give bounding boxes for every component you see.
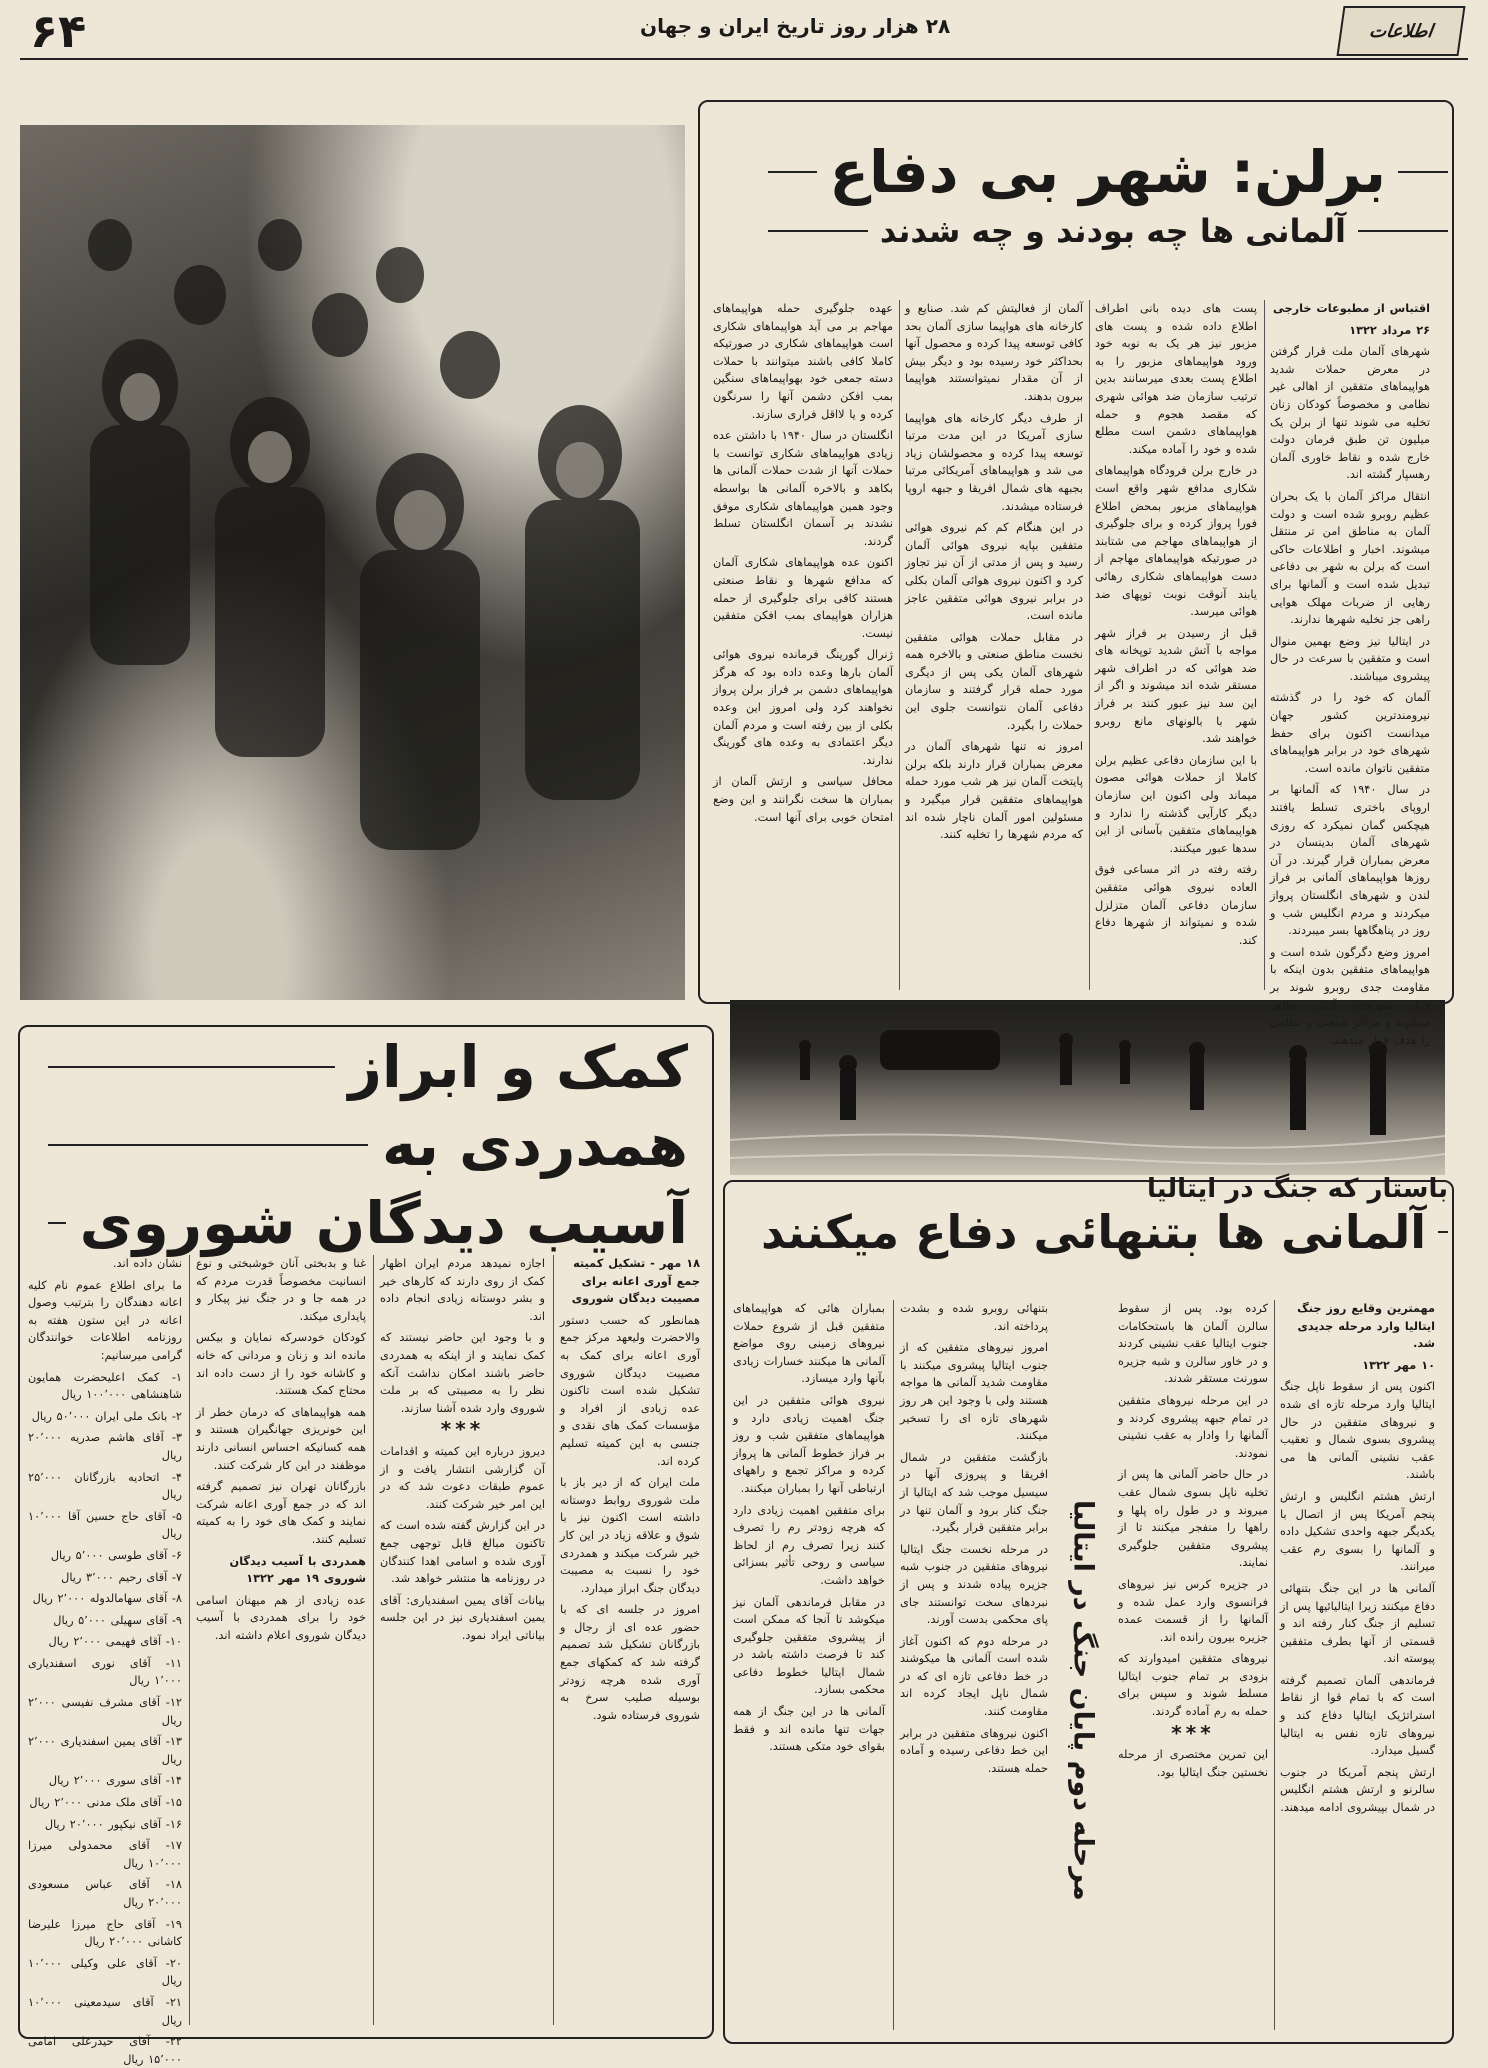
paragraph: کودکان خودسرکه نمایان و بیکس مانده اند و زنان و مردانی که خانه و کاشانه خود را از دست داده اند محتاج کمک هستند. [196, 1331, 366, 1398]
column-rule [1089, 300, 1090, 990]
berlin-column-2 [1095, 300, 1257, 990]
running-head: ۲۸ هزار روز تاریخ ایران و جهان [640, 14, 951, 38]
column-rule [189, 1255, 190, 2025]
column-rule [553, 1255, 554, 2025]
headline-rule [48, 1144, 368, 1146]
paragraph: نیروی هوائی متفقین در این جنگ اهمیت زیادی دارد و هواپیماهای متفقین شب و روز بر فراز خطوط آلمانی ها پرواز کرده و مراکز تجمع و راههای ارتباطی آنها را بمباران میکنند. [733, 1393, 885, 1495]
paragraph: همانطور که حسب دستور والاحضرت ولیعهد مرکز جمع آوری اعانه برای کمک به مصیبت دیدگان شوروی تشکیل شده است تاکنون عده زیادی از افراد و مؤسسات کمک های نقدی و جنسی به این کمیته تسلیم کرده اند. [560, 1313, 700, 1468]
donor-entry: ۲۰- آقای علی وکیلی ۱۰٬۰۰۰ ریال [28, 1956, 182, 1988]
paragraph: ارتش هشتم انگلیس و ارتش پنجم آمریکا پس از اتصال با یکدیگر جبهه واحدی تشکیل داده و آلمانها را بسوی رم عقب میرانند. [1280, 1489, 1435, 1574]
paragraph: عهده جلوگیری حمله هواپیماهای مهاجم بر می آید هواپیماهای شکاری است هواپیماهای شکاری در صورتیکه کاملا کافی باشند میتوانند با حملات دسته جمعی خود بهواپیماهای سنگین بمب افکن دشمن آنها را سرنگون کرده و یا لااقل فراری سازند. [713, 302, 893, 421]
paragraph: رفته رفته در اثر مساعی فوق العاده نیروی هوائی متفقین سازمان دفاعی آلمان متزلزل شده و نمیتواند از شهرها دفاع کند. [1095, 863, 1257, 947]
aid-lead: ۱۸ مهر - تشکیل کمیته جمع آوری اعانه برای مصیبت دیدگان شوروی [571, 1257, 700, 1306]
paragraph: دیروز درباره این کمیته و اقدامات آن گزارشی انتشار یافت و از عموم طبقات دعوت شد که در این امر خیر شرکت کنند. [380, 1444, 545, 1511]
aid-column-4-donor-list [28, 1255, 182, 2066]
donor-entry: ۱۲- آقای مشرف نفیسی ۲٬۰۰۰ ریال [28, 1696, 182, 1727]
italy-stars: *** [1171, 1720, 1215, 1745]
donor-entry: ۱۷- آقای محمدولی میرزا ۱۰٬۰۰۰ ریال [28, 1839, 182, 1870]
headline-rule [48, 1222, 66, 1224]
paragraph: ملت ایران که از دیر باز با ملت شوروی روابط دوستانه داشته است اکنون نیز با شوق و علاقه زیاد در این کار خیر شرکت میکند و همدردی خود را نسبت به مصیبت دیدگان جنگ ابراز میدارد. [560, 1476, 700, 1595]
paragraph: و با وجود این حاضر نیستند که کمک نمایند و از اینکه به همدردی حاضر باشند امکان نداشت آنکه نظر را به مصیبتی که بر ملت شوروی وارد شده آشنا سازند. [380, 1331, 545, 1415]
donor-entry: ۶- آقای طوسی ۵٬۰۰۰ ریال [50, 1548, 182, 1562]
donor-entry: ۱۹- آقای حاج میرزا علیرضا کاشانی ۲۰٬۰۰۰ ریال [28, 1917, 182, 1949]
column-rule [899, 300, 900, 990]
paragraph: در مقابل فرماندهی آلمان نیز میکوشد تا آنجا که ممکن است از پیشروی متفقین جلوگیری کند تا فرصت داشته باشد در شمال ایتالیا خطوط دفاعی محکمی بسازد. [733, 1595, 885, 1697]
italy-column-2 [1118, 1300, 1268, 2030]
paragraph: انگلستان در سال ۱۹۴۰ با داشتن عده زیادی هواپیماهای شکاری توانست با حملات آنها از شدت حملات آلمانی ها بکاهد و بالاخره آلمانی ها بواسطه وجود همین هواپیماهای شکاری موفق نشدند بر آسمان انگلستان تسلط گردند. [713, 429, 893, 548]
paragraph: این تمرین مختصری از مرحله نخستین جنگ ایتالیا بود. [1118, 1748, 1268, 1779]
aid-headline-line [48, 1108, 688, 1182]
logo-text: اطلاعات [1367, 20, 1435, 42]
berlin-date: ۲۶ مرداد ۱۳۲۲ [1349, 323, 1430, 337]
donor-entry: ۱۶- آقای نیکپور ۲۰٬۰۰۰ ریال [44, 1817, 182, 1831]
column-rule [1264, 300, 1265, 990]
donor-entry: ۱۳- آقای یمین اسفندیاری ۲٬۰۰۰ ریال [28, 1735, 182, 1766]
paragraph: در جزیره کرس نیز نیروهای فرانسوی وارد عمل شده و آلمانها را از قسمت عمده جزیره بیرون رانده اند. [1118, 1577, 1268, 1644]
donor-entry: ۵- آقای حاج حسین آقا ۱۰٬۰۰۰ ریال [28, 1509, 182, 1541]
paragraph: پست های دیده بانی اطراف اطلاع داده شده و پست های مزبور نیز هر یک به نوبه خود ورود هواپیماهای مزبور را به اطلاع پست بعدی میرسانند بدین ترتیب سازمان ضد هوائی شهری که مقصد هجوم و حمله هواپیماهای دشمن است مطلع شده و خود را آماده میکند. [1095, 302, 1257, 456]
subheadline-rule [768, 230, 868, 232]
berlin-subtitle: آلمانی ها چه بودند و چه شدند [879, 212, 1346, 250]
newspaper-logo [1336, 6, 1465, 56]
donor-entry: ۱۵- آقای ملک مدنی ۲٬۰۰۰ ریال [29, 1796, 182, 1810]
aid-headline [48, 1030, 688, 1264]
paragraph: فرماندهی آلمان تصمیم گرفته است که با تمام قوا از نقاط استراتژیک ایتالیا دفاع کند و نیروهای تازه نفس به ایتالیا گسیل میدارد. [1280, 1673, 1435, 1758]
donor-entry: ۲۲- آقای حیدرعلی امامی ۱۵٬۰۰۰ ریال [28, 2035, 182, 2066]
paragraph: آلمانی ها در این جنگ از همه جهات تنها مانده اند و فقط بقوای خود متکی هستند. [733, 1705, 885, 1754]
donor-entry: ۱۰- آقای فهیمی ۲٬۰۰۰ ریال [48, 1635, 182, 1649]
column-rule [1274, 1300, 1275, 2030]
paragraph: نشان داده اند. [112, 1257, 182, 1270]
aid-subheading: همدردی با آسیب دیدگان شوروی ۱۹ مهر ۱۳۲۲ [229, 1554, 366, 1586]
paragraph: در این هنگام کم کم نیروی هوائی متفقین بپایه نیروی هوائی آلمان رسید و پس از مدتی از آن نیز تجاوز کرد و اکنون نیروی هوائی آلمان بکلی در برابر نیروی هوائی متفقین عاجز مانده است. [905, 521, 1083, 623]
berlin-column-4 [713, 300, 893, 990]
paragraph: امروز وضع دگرگون شده است و هواپیماهای متفقین بدون اینکه با مقاومت جدی روبرو شوند بر فراز شهرهای آلمان ظاهر میشوند و مراکز صنعتی و نظامی را هدف قرار میدهند. [1270, 945, 1430, 1047]
paragraph: کرده بود. پس از سقوط سالرن آلمان ها باستحکامات جنوب ایتالیا عقب نشینی کردند و در خاور سالرن و شبه جزیره سورنت مستقر شدند. [1118, 1302, 1268, 1386]
soldiers-silhouettes [20, 125, 685, 1000]
paragraph: عده زیادی از هم میهنان اسامی خود را برای همدردی با آسیب دیدگان شوروی اعلام داشته اند. [196, 1593, 366, 1642]
donor-entry: ۷- آقای رحیم ۳٬۰۰۰ ریال [61, 1570, 182, 1584]
paragraph: بازرگانان تهران نیز تصمیم گرفته اند که در جمع آوری اعانه شرکت نمایند و کمک های خود را به کمیته تسلیم کنند. [196, 1480, 366, 1546]
donor-entry: ۱۱- آقای نوری اسفندیاری ۱٬۰۰۰ ریال [28, 1656, 182, 1688]
header-rule [20, 58, 1468, 60]
subheadline-rule [1358, 230, 1448, 232]
paragraph: نیروهای متفقین امیدوارند که بزودی بر تمام جنوب ایتالیا مسلط شوند و سپس برای حمله به رم آماده گردند. [1118, 1652, 1268, 1719]
aid-title-line-1: کمک و ابراز [348, 1033, 688, 1101]
italy-headline [758, 1205, 1448, 1259]
paragraph: در این مرحله نیروهای متفقین در تمام جبهه پیشروی کردند و آلمانها را وادار به عقب نشینی نمودند. [1118, 1393, 1268, 1460]
paragraph: آلمان از فعالیتش کم شد. صنایع و کارخانه های هواپیما سازی آلمان بحد کافی توسعه پیدا کرده و محصول آنها بحداکثر خود رسیده بود و دیگر بیش از آن مقدار نمیتوانستند هواپیما بیرون بدهند. [905, 302, 1083, 403]
page-number: ۶۴ [30, 4, 87, 58]
donor-entry: ۲۱- آقای سیدمعینی ۱۰٬۰۰۰ ریال [28, 1995, 182, 2027]
vertical-heading-text: مرحله دوم پایان جنگ در ایتالیا [1067, 1499, 1099, 1901]
paragraph: در خارج برلن فرودگاه هواپیماهای شکاری مدافع شهر واقع است هواپیماهای مزبور بمحض اطلاع فورا پرواز کرده و برای جلوگیری از هواپیماهای مهاجم می شتابند در صورتیکه هواپیماهای مهاجم از دست هواپیماهای شکاری رهائی یابند آنوقت نوبت توپهای ضد هوائی میرسد. [1095, 464, 1257, 619]
paragraph: انتقال مراکز آلمان با یک بحران عظیم روبرو شده است و دولت آلمان به مناطق امن تر منتقل میشوند. اخبار و اطلاعات حاکی است که برلن به شهر بی دفاعی تبدیل شده است و آلمانها برای رهایی از ضربات مهلک هوایی راهی جز تخلیه شهرها ندارند. [1270, 489, 1430, 627]
paragraph: با این سازمان دفاعی عظیم برلن کاملا از حملات هوائی مصون میماند ولی اکنون این سازمان دیگر کارآیی گذشته را ندارد و هواپیماهای متفقین بآسانی از این سدها عبور میکنند. [1095, 753, 1257, 855]
paragraph: اکنون نیروهای متفقین در برابر این خط دفاعی رسیده و آماده حمله هستند. [900, 1726, 1048, 1775]
paragraph: در حال حاضر آلمانی ها پس از تخلیه ناپل بسوی شمال عقب میروند و در طول راه پلها و راهها را منفجر میکنند تا از پیشروی متفقین جلوگیری نمایند. [1118, 1468, 1268, 1570]
paragraph: آلمان که خود را در گذشته نیرومندترین کشور جهان میدانست اکنون برای حفظ شهرهای خود در برابر هواپیماهای متفقین ناتوان مانده است. [1270, 691, 1430, 775]
aid-column-3 [196, 1255, 366, 2025]
italy-title: آلمانی ها بتنهائی دفاع میکنند [760, 1205, 1426, 1259]
paragraph: آلمانی ها در این جنگ بتنهائی دفاع میکنند زیرا ایتالیائیها پس از تسلیم از جنگ کنار رفته اند و قسمتی از آنها بطرف متفقین پیوسته اند. [1280, 1581, 1435, 1666]
donor-entry: ۱۸- آقای عباس مسعودی ۲۰٬۰۰۰ ریال [28, 1878, 182, 1909]
marching-soldiers-photo [20, 125, 685, 1000]
paragraph: امروز نیروهای متفقین که از جنوب ایتالیا پیشروی میکنند با مقاومت شدید آلمانی ها مواجه هستند ولی با وجود این هر روز شهرهای تازه ای را تسخیر میکنند. [900, 1341, 1048, 1443]
paragraph: در مرحله نخست جنگ ایتالیا نیروهای متفقین در جنوب شبه جزیره پیاده شدند و پس از نبردهای سخت توانستند جای پای محکمی بدست آورند. [900, 1542, 1048, 1627]
italy-kicker: باستار که جنگ در ایتالیا [1146, 1174, 1448, 1204]
headline-rule [1398, 171, 1448, 173]
paragraph: اجازه نمیدهد مردم ایران اظهار کمک از روی دارند که کارهای خیر و بشر دوستانه زیادی انجام داده اند. [380, 1257, 545, 1323]
italy-column-1 [1280, 1300, 1435, 2030]
italy-column-3 [900, 1300, 1048, 2030]
aid-column-1 [560, 1255, 700, 2025]
italy-vertical-heading [1055, 1440, 1111, 1960]
paragraph: بتنهائی روبرو شده و بشدت پرداخته اند. [900, 1302, 1048, 1333]
paragraph: از طرف دیگر کارخانه های هواپیما سازی آمریکا در این مدت مرتبا توسعه پیدا کرده و محصولشان زیاد می شد و هواپیماهای آمریکائی مرتبا بجبهه های شمال افریقا و جبهه اروپا فرستاده میشدند. [905, 411, 1083, 513]
donor-entry: ۸- آقای سهامالدوله ۲٬۰۰۰ ریال [32, 1592, 182, 1606]
paragraph: در سال ۱۹۴۰ که آلمانها بر اروپای باختری تسلط یافتند هیچکس گمان نمیکرد که روزی شهرهای آلمان بدینسان در معرض بمباران قرار گیرند. در آن روزها هواپیماهای آلمانی بر فراز لندن و شهرهای انگلستان پرواز میکردند و مردم انگلیس شب و روز در پناهگاهها بسر میبردند. [1270, 783, 1430, 938]
paragraph: بیانات آقای یمین اسفندیاری: آقای یمین اسفندیاری نیز در این جلسه بیاناتی ایراد نمود. [380, 1593, 545, 1642]
paragraph: قبل از رسیدن بر فراز شهر مواجه با آتش شدید توپخانه های ضد هوائی که در اطراف شهر مستقر شده اند میشوند و اگر از این سد نیز عبور کنند بر فراز شهر با بالونهای مانع روبرو خواهند شد. [1095, 626, 1257, 746]
headline-rule [1438, 1231, 1448, 1233]
donor-entry: ۲- بانک ملی ایران ۵۰٬۰۰۰ ریال [31, 1409, 182, 1423]
donor-entry: ۱۴- آقای سوری ۲٬۰۰۰ ریال [48, 1774, 182, 1788]
italy-date: ۱۰ مهر ۱۳۲۲ [1362, 1358, 1435, 1372]
headline-rule [48, 1066, 335, 1068]
donor-entry: ۳- آقای هاشم صدریه ۲۰٬۰۰۰ ریال [28, 1431, 182, 1462]
berlin-subheadline [768, 212, 1448, 250]
aid-title-line-3: آسیب دیدگان شوروی [79, 1189, 688, 1257]
berlin-column-1 [1270, 300, 1430, 1047]
headline-rule [768, 171, 817, 173]
berlin-source: اقتباس از مطبوعات خارجی [1273, 302, 1430, 315]
paragraph: در مرحله دوم که اکنون آغاز شده است آلمانی ها میکوشند در خط دفاعی تازه ای که در شمال ناپل ایجاد کرده اند مقاومت کنند. [900, 1634, 1048, 1719]
column-rule [893, 1300, 894, 2030]
paragraph: همه هواپیماهای که درمان خطر از این خونریزی جهانگیران هستند و همه کسانیکه احساس انسانی دارند موظفند در این کار شرکت کنند. [196, 1405, 366, 1472]
berlin-column-3 [905, 300, 1083, 990]
donor-entry: ۹- آقای سهیلی ۵٬۰۰۰ ریال [53, 1613, 182, 1627]
paragraph: اکنون پس از سقوط ناپل جنگ ایتالیا وارد مرحله تازه ای شده و نیروهای متفقین در حال پیشروی بسوی شمال و تعقیب عقب نشینی آلمانی ها می باشند. [1280, 1380, 1435, 1482]
berlin-title: برلن: شهر بی دفاع [829, 138, 1386, 206]
paragraph: امروز نه تنها شهرهای آلمان در معرض بمباران قرار دارند بلکه برلن پایتخت آلمان نیز هر شب مورد حمله هواپیماهای متفقین قرار میگیرد و مسئولین امور آلمان ناچار شده اند که مردم شهرها را تخلیه کنند. [905, 740, 1083, 842]
aid-title-line-2: همدردی به [381, 1111, 688, 1179]
paragraph: امروز در جلسه ای که با حضور عده ای از رجال و بازرگانان تشکیل شد تصمیم گرفته شد که کمکهای جمع آوری شده هرچه زودتر بوسیله صلیب سرخ به شوروی فرستاده شود. [560, 1603, 700, 1722]
paragraph: در ایتالیا نیز وضع بهمین منوال است و متفقین با سرعت در حال پیشروی میباشند. [1270, 634, 1430, 683]
paragraph: بازگشت متفقین در شمال افریقا و پیروزی آنها در سیسیل موجب شد که ایتالیا از جنگ کنار برود و آلمان تنها در برابر متفقین قرار بگیرد. [900, 1450, 1048, 1535]
paragraph: محافل سیاسی و ارتش آلمان از بمباران ها سخت نگرانند و این وضع امتحان خوبی برای آنها است. [713, 775, 893, 824]
paragraph: بمباران هائی که هواپیماهای متفقین قبل از شروع حملات نیروهای زمینی روی مواضع آلمانی ها میکنند خسارات زیادی بآنها وارد میسازد. [733, 1302, 885, 1386]
italy-lead: مهمترین وقایع روز جنگ ایتالیا وارد مرحله جدیدی شد. [1297, 1302, 1435, 1351]
paragraph: ما برای اطلاع عموم نام کلیه اعانه دهندگان را بترتیب وصول اعانه در این ستون هفته به روزنامه اطلاعات خوانندگان گرامی میرسانیم: [28, 1278, 182, 1362]
aid-headline-line [48, 1186, 688, 1260]
paragraph: اکنون عده هواپیماهای شکاری آلمان که مدافع شهرها و نقاط صنعتی هستند کافی برای جلوگیری از حمله هزاران هواپیمای بمب افکن متفقین نیست. [713, 556, 893, 640]
paragraph: غنا و بدبختی آنان خوشبختی و نوع انسانیت مخصوصاً قدرت مردم که در همه جا و در جنگ نیز پیکار و پایداری میکند. [196, 1257, 366, 1323]
paragraph: در این گزارش گفته شده است که تاکنون مبالغ قابل توجهی جمع آوری شده و اسامی اهدا کنندگان در روزنامه ها منتشر خواهد شد. [380, 1519, 545, 1586]
berlin-headline [768, 138, 1448, 206]
italy-column-4 [733, 1300, 885, 2030]
paragraph: ارتش پنجم آمریکا در جنوب سالرنو و ارتش هشتم انگلیس در شمال بپیشروی ادامه میدهند. [1280, 1765, 1435, 1815]
paragraph: برای متفقین اهمیت زیادی دارد که هرچه زودتر رم را تصرف کنند زیرا تصرف رم از لحاظ سیاسی و روحی تأثیر بسزائی خواهد داشت. [733, 1503, 885, 1587]
paragraph: شهرهای آلمان ملت قرار گرفتن در معرض حملات شدید هواپیماهای متفقین از اهالی غیر نظامی و مخصوصاً کودکان زنان تخلیه می شوند تنها از برلن یک میلیون تن طبق فرمان دولت خارج شده و نقاط خاوری آلمان رهسپار گشته اند. [1270, 345, 1430, 482]
paragraph: در مقابل حملات هوائی متفقین نخست مناطق صنعتی و بالاخره همه شهرهای آلمان یکی پس از دیگری مورد حمله قرار گرفتند و سازمان دفاعی آلمان نتوانست جلوی این حملات را بگیرد. [905, 630, 1083, 732]
aid-stars: *** [440, 1417, 485, 1442]
donor-entry: ۱- کمک اعلیحضرت همایون شاهنشاهی ۱۰۰٬۰۰۰ ریال [28, 1370, 182, 1402]
donor-entry: ۴- اتحادیه بازرگانان ۲۵٬۰۰۰ ریال [28, 1470, 182, 1502]
aid-column-2 [380, 1255, 545, 2025]
aid-headline-line [48, 1030, 688, 1104]
column-rule [373, 1255, 374, 2025]
paragraph: ژنرال گورینگ فرمانده نیروی هوائی آلمان بارها وعده داده بود که هرگز هواپیماهای دشمن بر فراز برلن پرواز نخواهند کرد ولی امروز این وعده بکلی از بین رفته است و مردم آلمان دیگر اعتمادی به وعده های گورینگ ندارند. [713, 648, 893, 767]
